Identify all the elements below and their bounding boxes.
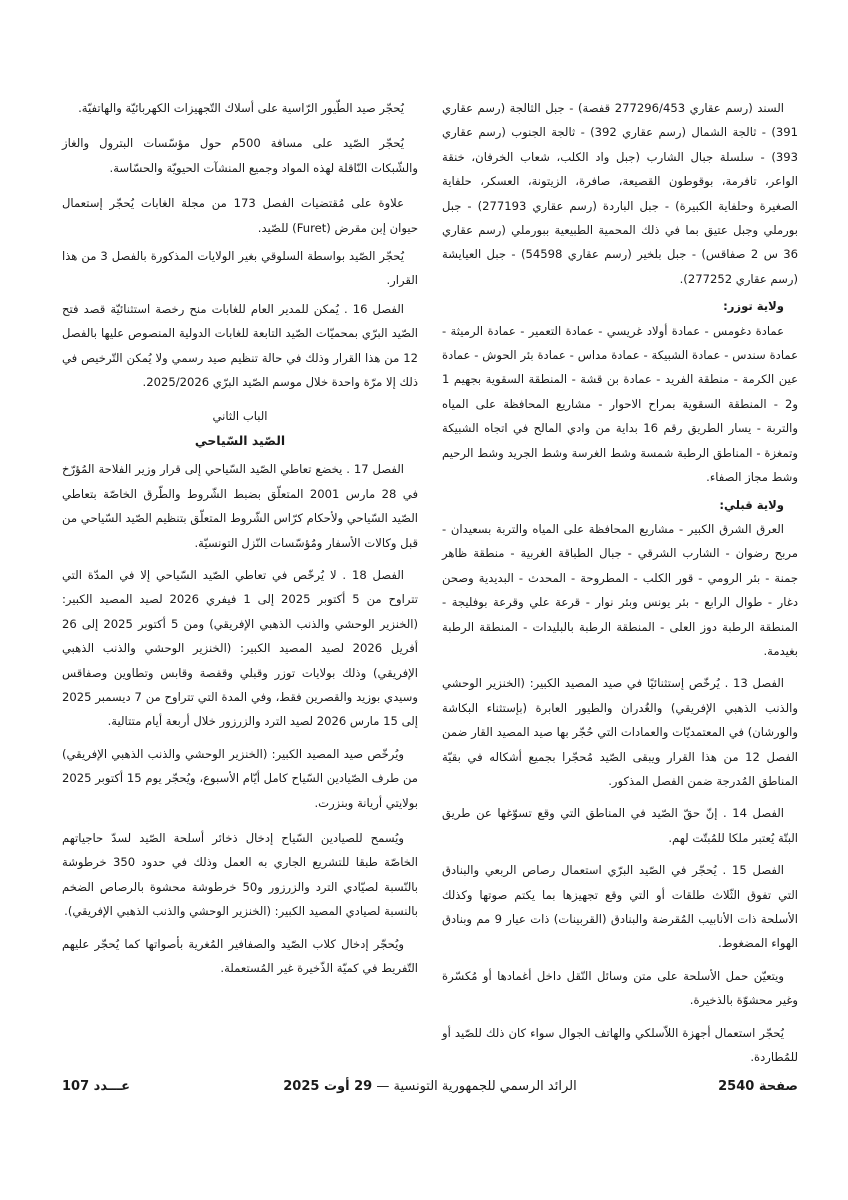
paragraph: السند (رسم عقاري 277296/453 قفصة) - جبل الثالجة (رسم عقاري 391) - ثالجة الشمال (رسم عقاري 392) - ثالجة الجنوب (رسم عقاري 393) - سلسلة جبال الشارب (جبل واد الكلب، شعاب الخرفان، خنقة الواعر، تافرمة، بوقوطون القصيعة، صافرة، الزيتونة، العسكر، حلفاية الصغيرة وحلفاية الكبيرة) - جبل الباردة (رسم عقاري 277193) - جبل بورملي وجبل عتيق بما في ذلك المحمية الطبيعية ببورملي (رسم عقاري 36 س 2 صفاقس) - جبل بلخير (رسم عقاري 54598) - جبل العيايشة (رسم عقاري 277252).	[442, 101, 799, 286]
paragraph: ويُرخّص صيد المصيد الكبير: (الخنزير الوحشي والذنب الذهبي الإفريقي) من طرف الصّيادين السّياح كامل أيّام الأسبوع، ويُحجّر يوم 15 أكتوبر 2025 بولايتي أريانة وبنزرت.	[62, 746, 418, 810]
paragraph: يُحجّر الصّيد بواسطة السلوقي بغير الولايات المذكورة بالفصل 3 من هذا القرار.	[62, 249, 418, 288]
page-footer	[62, 1077, 798, 1097]
paragraph: الفصل 16 . يُمكن للمدير العام للغابات منح رخصة استثنائيّة قصد فتح الصّيد البرّي بمحميّات الصّيد التابعة للغابات الدولية المنصوص عليها بالفصل 12 من هذا القرار وذلك في حالة تنظيم صيد رسمي ولا يُمكن التّرخيص في ذلك إلا مرّة واحدة خلال موسم الصّيد البرّي 2025/2026.	[62, 301, 418, 390]
journal-title	[62, 1077, 798, 1097]
chapter-label: الباب الثاني	[212, 409, 268, 424]
journal-name: الرائد الرسمي للجمهورية التونسية —	[376, 1079, 577, 1094]
paragraph: عمادة دغومس - عمادة أولاد غريسي - عمادة التعمير - عمادة الرميثة - عمادة سندس - عمادة الشبيكة - عمادة مداس - عمادة بئر الحوش - عمادة عين الكرمة - منطقة الفريد - عمادة بن قشة - المنطقة السقوية بجهيم 1 و2 - المنطقة السقوية بمراح الاحوار - مشاريع المحافظة على المياه والتربة - يسار الطريق رقم 16 بداية من وادي المالح في اتجاه الشبيكة وتمغزة - المناطق الرطبة شمسة وشط الغرسة وشط الجريد وشط الرحيم وشط مجاز الصفاء.	[442, 323, 798, 485]
paragraph: ويُحجّر إدخال كلاب الصّيد والصفافير المُغرية بأصواتها كما يُحجّر عليهم التّفريط في كميّة الذّخيرة غير المُستعملة.	[62, 936, 418, 975]
right-column	[442, 96, 798, 1069]
page-number: صفحة 2540	[718, 1079, 798, 1094]
chapter-title: الصّيد السّياحي	[194, 432, 286, 448]
section-heading: ولاية قبلي:	[719, 497, 784, 512]
paragraph: ويتعيّن حمل الأسلحة على متن وسائل النّقل داخل أغمادها أو مُكسّرة وغير محشوّة بالذخيرة.	[442, 968, 798, 1008]
paragraph: العرق الشرق الكبير - مشاريع المحافظة على المياه والتربة بسعيدان - مربح رضوان - الشارب الشرقي - جبال الطباقة الغربية - منطقة ظاهر جمنة - بئر الرومي - قور الكلب - المطروحة - المحدث - البديدية وصحن دغار - طوال الرابع - بئر يونس وبئر نوار - قرعة علي وقرعة بوفليجة - المنطقة الرطبة دوز العلى - المنطقة الرطبة بالبليدات - المنطقة الرطبة بغيدمة.	[442, 521, 798, 658]
issue-date: 29 أوت 2025	[283, 1079, 373, 1094]
paragraph: علاوة على مُقتضيات الفصل 173 من مجلة الغابات يُحجّر إستعمال حيوان إبن مقرض (Furet) للصّيد.	[62, 196, 418, 235]
paragraph: يُحجّر الصّيد على مسافة 500م حول مؤسّسات البترول والغاز والشّبكات النّاقلة لهذه المواد وجميع المنشآت الحيويّة والحسّاسة.	[62, 136, 418, 175]
paragraph: يُحجّر استعمال أجهزة اللاّسلكي والهاتف الجوال سواء كان ذلك للصّيد أو للمُطاردة.	[442, 1025, 798, 1065]
paragraph: الفصل 17 . يخضع تعاطي الصّيد السّياحي إلى قرار وزير الفلاحة المُؤرّخ في 28 مارس 2001 المتعلّق بضبط الشّروط والطّرق الخاصّة بتعاطي الصّيد السّياحي ولأحكام كرّاس الشّروط المتعلّق بتنظيم الصّيد السّياحي من قبل وكالات الأسفار ومُؤسّسات النّزل التونسيّة.	[62, 462, 418, 550]
paragraph: ويُسمح للصيادين السّياح إدخال ذخائر أسلحة الصّيد لسدّ حاجياتهم الخاصّة طبقا للتشريع الجاري به العمل وذلك في حدود 350 خرطوشة بالنّسبة لصيّادي الترد والزرزور و50 خرطوشة محشوة بالرصاص الضخم بالنسبة لصيادي المصيد الكبير: (الخنزير الوحشي والذنب الذهبي الإفريقي).	[62, 830, 418, 919]
paragraph: الفصل 14 . إنّ حقّ الصّيد في المناطق التي وقع تسوّغها عن طريق البتّة يُعتبر ملكا للمُبتّت لهم.	[442, 806, 798, 845]
section-heading: ولاية توزر:	[723, 299, 784, 314]
paragraph: الفصل 13 . يُرخّص إستثنائيًا في صيد المصيد الكبير: (الخنزير الوحشي والذنب الذهبي الإفريقي) والغُدران والطيور العابرة (بإستثناء البكاشة والورشان) في المعتمديّات والعمادات التي حُجّر بها صيد المصيد القار ضمن الفصل 12 من هذا القرار ويبقى الصّيد مُحجّرا بجميع أشكاله في بقيّة المناطق المُدرجة ضمن الفصل المذكور.	[442, 676, 799, 788]
left-column	[62, 96, 418, 980]
paragraph: الفصل 18 . لا يُرخّص في تعاطي الصّيد السّياحي إلا في المدّة التي تتراوح من 5 أكتوبر 2025 إلى 1 فيفري 2026 لصيد المصيد الكبير: (الخنزير الوحشي والذنب الذهبي الإفريقي) ومن 5 أكتوبر 2025 إلى 26 أفريل 2026 لصيد المصيد الكبير: (الخنزير الوحشي والذنب الذهبي الإفريقي) وذلك بولايات توزر وقبلي وقفصة وقابس وتطاوين وصفاقس وسيدي بوزيد والقصرين فقط، وفي المدة التي تتراوح من 7 ديسمبر 2025 إلى 15 مارس 2026 لصيد الترد والزرزور خلال أربعة أيام متتالية.	[62, 567, 418, 729]
paragraph: الفصل 15 . يُحجّر في الصّيد البرّي استعمال رصاص الربعي والبنادق التي تفوق الثّلاث طلقات أو التي وقع تجهيزها بما يكتم صوتها وكذلك الأسلحة ذات الأنابيب المُقرضة والبنادق (القربينات) ذات عيار 9 مم وبنادق الهواء المضغوط.	[442, 863, 798, 951]
issue-number: عـــدد 107	[62, 1079, 131, 1094]
paragraph: يُحجّر صيد الطّيور الرّاسية على أسلاك التّجهيزات الكهربائيّة والهاتفيّة.	[78, 101, 404, 115]
